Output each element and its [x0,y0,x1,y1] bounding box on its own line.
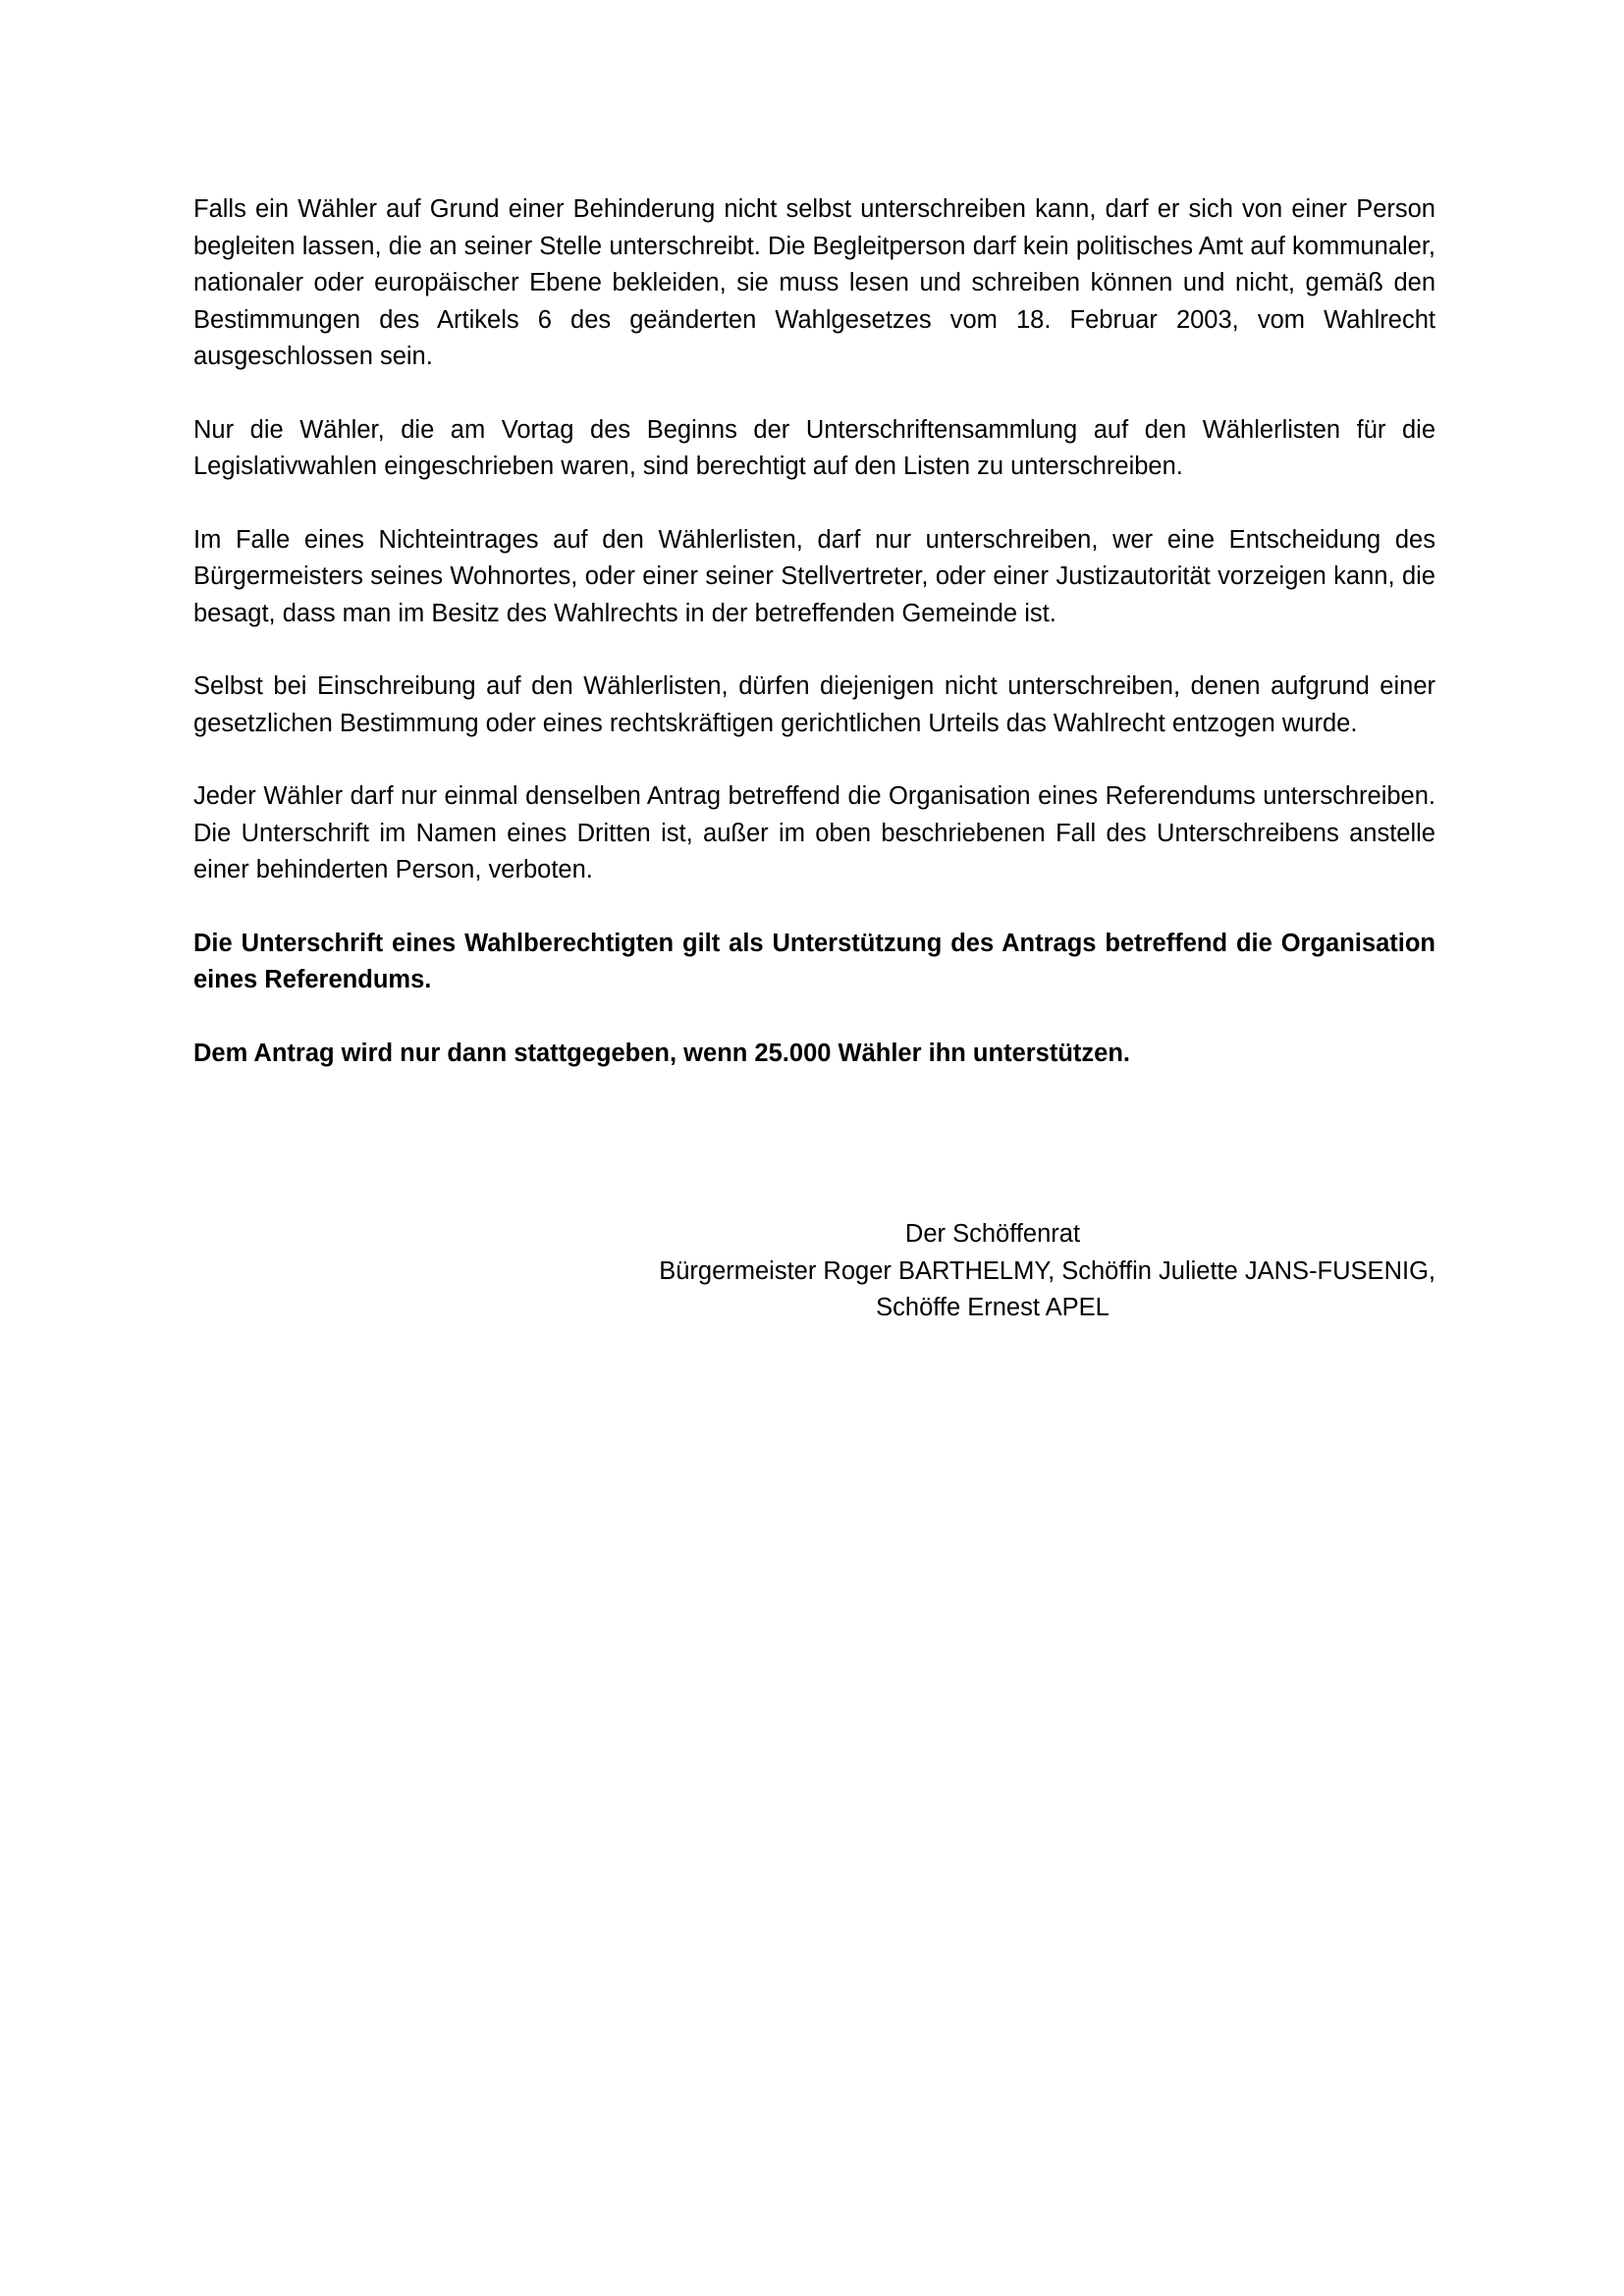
paragraph-assisted-signing: Falls ein Wähler auf Grund einer Behinderung nicht selbst unterschreiben kann, darf er sich von einer Person begleiten lassen, die an seiner Stelle unterschreibt. Die Begleitperson darf kein politisches Amt auf kommunaler, nationaler oder europäischer Ebene bekleiden, sie muss lesen und schreiben können und nicht, gemäß den Bestimmungen des Artikels 6 des geänderten Wahlgesetzes vom 18. Februar 2003, vom Wahlrecht ausgeschlossen sein. [193,195,1435,370]
paragraph-excluded-voters: Selbst bei Einschreibung auf den Wählerlisten, dürfen diejenigen nicht unterschreiben, denen aufgrund einer gesetzlichen Bestimmung oder eines rechtskräftigen gerichtlichen Urteils das Wahlrecht entzogen wurde. [193,672,1435,737]
council-members-line: Bürgermeister Roger BARTHELMY, Schöffin Juliette JANS-FUSENIG, [659,1256,1435,1285]
paragraph-single-signature: Jeder Wähler darf nur einmal denselben Antrag betreffend die Organisation eines Referendums unterschreiben. Die Unterschrift im Namen eines Dritten ist, außer im oben beschriebenen Fall des Unterschreibens anstelle einer behinderten Person, verboten. [193,782,1435,883]
council-member-last: Schöffe Ernest APEL [876,1294,1110,1321]
document-body [193,191,1435,1108]
signature-block [550,1216,1435,1327]
paragraph-signature-support: Die Unterschrift eines Wahlberechtigten gilt als Unterstützung des Antrags betreffend die Organisation eines Referendums. [193,929,1435,993]
council-title: Der Schöffenrat [904,1220,1081,1248]
paragraph-threshold: Dem Antrag wird nur dann stattgegeben, wenn 25.000 Wähler ihn unterstützen. [193,1039,1131,1067]
paragraph-eligible-voters: Nur die Wähler, die am Vortag des Beginns der Unterschriftensammlung auf den Wählerlisten für die Legislativwahlen eingeschrieben waren, sind berechtigt auf den Listen zu unterschreiben. [193,415,1435,480]
paragraph-not-registered: Im Falle eines Nichteintrages auf den Wählerlisten, darf nur unterschreiben, wer eine Entscheidung des Bürgermeisters seines Wohnortes, oder einer seiner Stellvertreter, oder einer Justizautorität vorzeigen kann, die besagt, dass man im Besitz des Wahlrechts in der betreffenden Gemeinde ist. [193,525,1435,627]
